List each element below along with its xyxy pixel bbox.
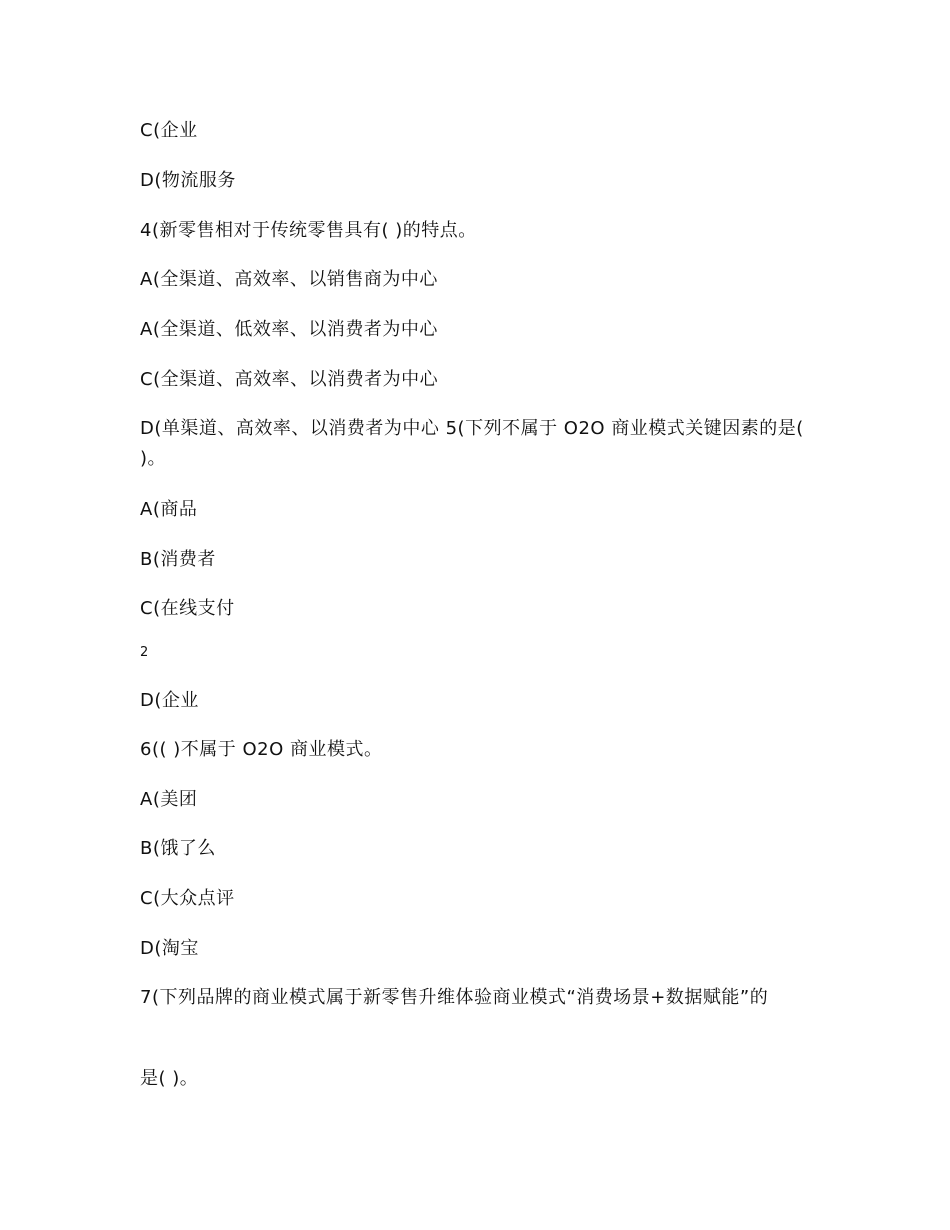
q5-option-c: C(在线支付 (140, 598, 235, 619)
q5-option-b: B(消费者 (140, 549, 216, 570)
question-4: 4(新零售相对于传统零售具有( )的特点。 (140, 220, 477, 241)
question-6: 6(( )不属于 O2O 商业模式。 (140, 739, 383, 760)
q4-option-a2: A(全渠道、低效率、以消费者为中心 (140, 319, 438, 340)
q5-option-a: A(商品 (140, 499, 198, 520)
page-number: 2 (140, 645, 149, 660)
q5-option-d: D(企业 (140, 690, 199, 711)
q6-option-b: B(饿了么 (140, 838, 216, 859)
question-7-end: 是( )。 (140, 1068, 199, 1089)
q4-option-c: C(全渠道、高效率、以消费者为中心 (140, 369, 439, 390)
q4-option-d-question-5: D(单渠道、高效率、以消费者为中心 5(下列不属于 O2O 商业模式关键因素的是( )。 (140, 418, 804, 469)
q6-option-c: C(大众点评 (140, 888, 235, 909)
question-7: 7(下列品牌的商业模式属于新零售升维体验商业模式“消费场景+数据赋能”的 (140, 987, 769, 1008)
q4-option-a1: A(全渠道、高效率、以销售商为中心 (140, 269, 438, 290)
q6-option-a: A(美团 (140, 789, 198, 810)
option-d-logistics: D(物流服务 (140, 170, 236, 191)
option-c-enterprise: C(企业 (140, 120, 198, 141)
q6-option-d: D(淘宝 (140, 938, 199, 959)
